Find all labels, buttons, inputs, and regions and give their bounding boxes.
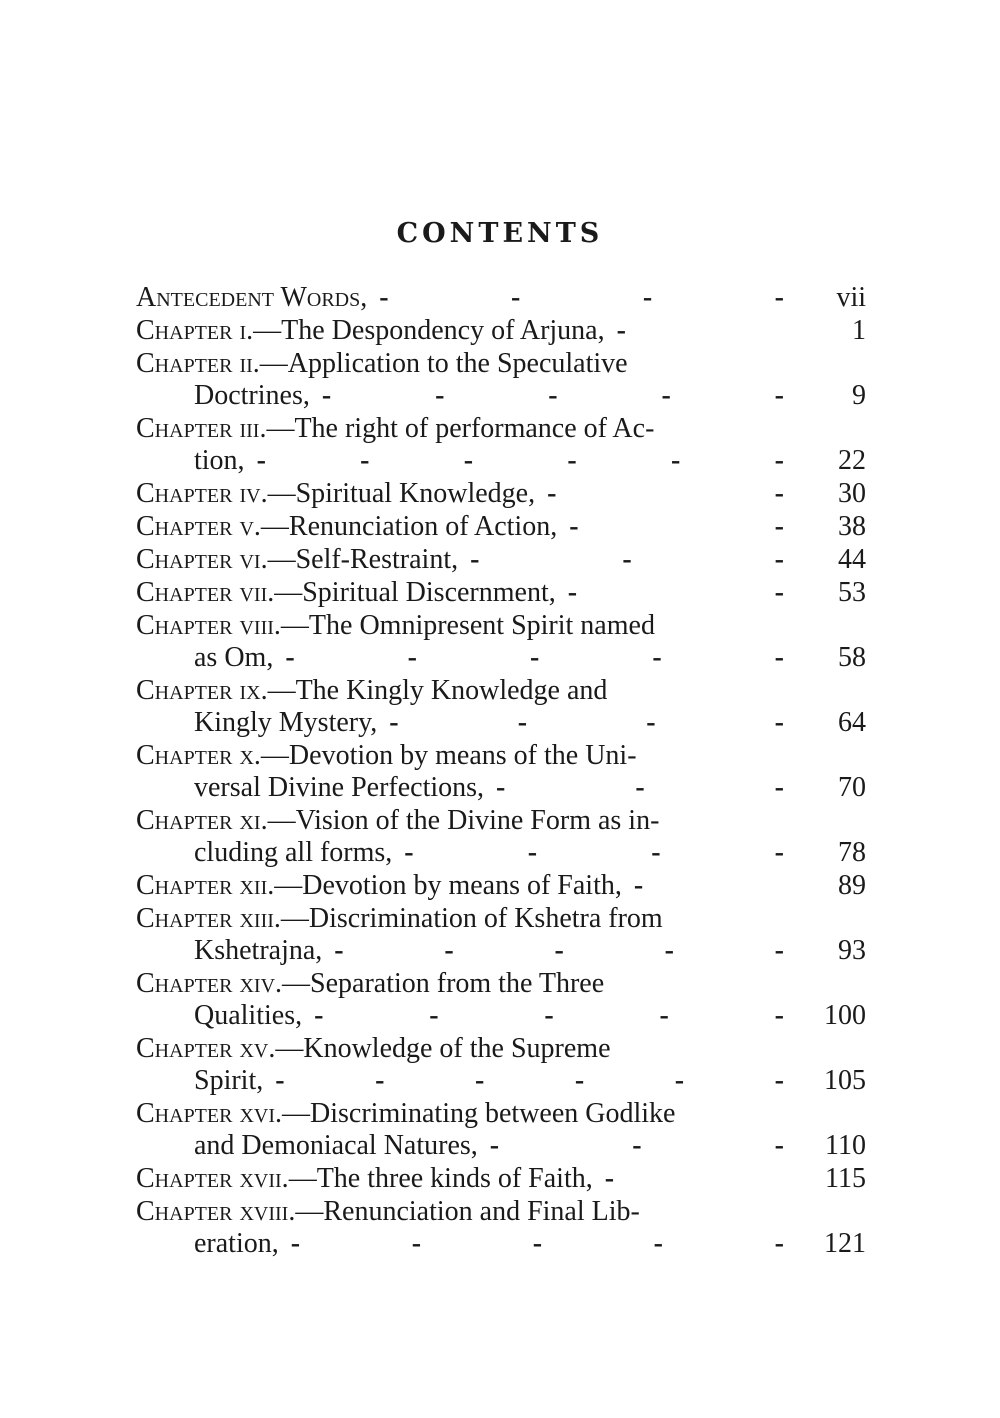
- chapter-label: Chapter: [136, 675, 233, 706]
- chapter-number: xiii.: [239, 903, 281, 934]
- toc-entry: [136, 805, 866, 869]
- chapter-title-continuation: cluding all forms,: [194, 837, 393, 868]
- toc-entry: [136, 1196, 866, 1260]
- dot-leader: [377, 707, 794, 739]
- toc-entry: [136, 413, 866, 477]
- leader-dash: -: [511, 282, 521, 313]
- entry-text: [136, 478, 535, 510]
- leader-dash: -: [774, 282, 784, 313]
- dot-leader: [367, 282, 794, 314]
- chapter-label: Chapter: [136, 740, 233, 771]
- chapter-number: xvii.: [239, 1163, 289, 1194]
- chapter-label: Chapter: [136, 577, 233, 608]
- toc-entry: [136, 478, 866, 510]
- chapter-title: —Renunciation and Final Lib-: [295, 1196, 640, 1227]
- page-number: 89: [838, 870, 866, 901]
- entry-continuation-line: [136, 445, 866, 477]
- chapter-title: —Spiritual Knowledge,: [267, 478, 536, 509]
- chapter-label: Chapter: [136, 870, 233, 901]
- leader-dash: -: [517, 707, 528, 738]
- chapter-number: xviii.: [239, 1196, 296, 1227]
- chapter-title-continuation: eration,: [194, 1228, 279, 1259]
- leader-dash: -: [664, 935, 674, 966]
- entry-line: [136, 348, 791, 380]
- leader-dash: -: [554, 935, 564, 966]
- chapter-number: x.: [239, 740, 261, 771]
- entry-continuation-line: [136, 707, 866, 739]
- leader-dash: -: [548, 380, 558, 411]
- leader-dash: -: [389, 707, 399, 738]
- entry-continuation-line: [136, 1228, 866, 1260]
- entry-continuation-line: [136, 380, 866, 412]
- chapter-title: —The right of performance of Ac-: [266, 413, 655, 444]
- leader-dash: -: [622, 544, 632, 575]
- dot-leader: [593, 1163, 794, 1195]
- chapter-label: Chapter: [136, 544, 233, 575]
- chapter-title: —Spiritual Discernment,: [274, 577, 556, 608]
- leader-dash: -: [774, 380, 784, 411]
- page-number: 105: [824, 1065, 866, 1096]
- leader-dash: -: [256, 445, 266, 476]
- leader-dash: -: [547, 478, 557, 509]
- chapter-number: viii.: [239, 610, 281, 641]
- chapter-label: Antecedent Words,: [136, 282, 368, 313]
- leader-dash: -: [444, 935, 454, 966]
- leader-dash: -: [774, 642, 784, 673]
- chapter-title: —The Kingly Knowledge and: [267, 675, 608, 706]
- page-number: 53: [838, 577, 866, 608]
- leader-dash: -: [774, 577, 784, 608]
- entry-continuation-line: [136, 642, 866, 674]
- chapter-title-continuation: Doctrines,: [194, 380, 310, 411]
- leader-dash: -: [774, 1228, 784, 1259]
- dot-leader: [302, 1000, 794, 1032]
- leader-dash: -: [774, 772, 784, 803]
- leader-dash: -: [285, 642, 295, 673]
- chapter-number: xiv.: [239, 968, 283, 999]
- leader-dash: -: [774, 478, 784, 509]
- dot-leader: [557, 511, 794, 543]
- chapter-label: Chapter: [136, 1163, 233, 1194]
- chapter-title: —Devotion by means of the Uni-: [260, 740, 637, 771]
- dot-leader: [605, 315, 794, 347]
- entry-text: [136, 577, 556, 609]
- page-number: 58: [838, 642, 866, 673]
- leader-dash: -: [544, 1000, 554, 1031]
- entry-line: [136, 610, 791, 642]
- entry-text: [136, 315, 605, 347]
- chapter-label: Chapter: [136, 1033, 233, 1064]
- chapter-number: ii.: [239, 348, 260, 379]
- toc-entry: [136, 511, 866, 543]
- leader-dash: -: [774, 935, 784, 966]
- entry-line: [136, 1098, 791, 1130]
- leader-dash: -: [567, 577, 578, 608]
- dot-leader: [478, 1130, 794, 1162]
- entry-line: [136, 413, 791, 445]
- entry-line: [136, 805, 791, 837]
- leader-dash: -: [604, 1163, 615, 1194]
- leader-dash: -: [527, 837, 538, 868]
- chapter-title: —Application to the Speculative: [259, 348, 628, 379]
- leader-dash: -: [532, 1228, 543, 1259]
- entry-text: [136, 870, 622, 902]
- entry-line: [136, 675, 791, 707]
- leader-dash: -: [632, 1130, 642, 1161]
- page-number: 1: [852, 315, 866, 346]
- leader-dash: -: [774, 837, 784, 868]
- chapter-title: —The Omnipresent Spirit named: [280, 610, 655, 641]
- chapter-number: xii.: [239, 870, 275, 901]
- leader-dash: -: [774, 1000, 784, 1031]
- chapter-number: iv.: [239, 478, 268, 509]
- dot-leader: [458, 544, 794, 576]
- chapter-label: Chapter: [136, 348, 233, 379]
- leader-dash: -: [429, 1000, 439, 1031]
- dot-leader: [556, 577, 794, 609]
- leader-dash: -: [314, 1000, 324, 1031]
- chapter-title: —Knowledge of the Supreme: [275, 1033, 611, 1064]
- leader-dash: -: [635, 772, 645, 803]
- chapter-title: —Discrimination of Kshetra from: [280, 903, 663, 934]
- toc-entry: [136, 740, 866, 804]
- page-number: 93: [838, 935, 866, 966]
- leader-dash: -: [360, 445, 370, 476]
- leader-dash: -: [529, 642, 540, 673]
- toc-entry: [136, 282, 866, 314]
- page-number: 9: [852, 380, 866, 411]
- leader-dash: -: [774, 1130, 784, 1161]
- dot-leader: [392, 837, 794, 869]
- entry-line: [136, 740, 791, 772]
- chapter-title-continuation: versal Divine Perfections,: [194, 772, 485, 803]
- chapter-title: —Renunciation of Action,: [260, 511, 558, 542]
- toc-entry: [136, 968, 866, 1032]
- chapter-label: Chapter: [136, 968, 233, 999]
- chapter-number: xvi.: [239, 1098, 283, 1129]
- leader-dash: -: [379, 282, 389, 313]
- entry-text: [136, 544, 458, 576]
- leader-dash: -: [674, 1065, 685, 1096]
- leader-dash: -: [574, 1065, 585, 1096]
- toc-entry: [136, 1098, 866, 1162]
- leader-dash: -: [569, 511, 579, 542]
- chapter-number: v.: [239, 511, 261, 542]
- leader-dash: -: [633, 870, 644, 901]
- toc-entry: [136, 870, 866, 902]
- entry-text: [136, 1163, 593, 1195]
- entry-continuation-line: [136, 1130, 866, 1162]
- leader-dash: -: [774, 544, 784, 575]
- leader-dash: -: [671, 445, 681, 476]
- chapter-label: Chapter: [136, 315, 233, 346]
- page-number: 110: [825, 1130, 866, 1161]
- leader-dash: -: [334, 935, 344, 966]
- chapter-label: Chapter: [136, 610, 233, 641]
- entry-line: [136, 1033, 791, 1065]
- chapter-title-continuation: tion,: [194, 445, 245, 476]
- page-number: 70: [838, 772, 866, 803]
- chapter-number: i.: [239, 315, 254, 346]
- leader-dash: -: [404, 837, 414, 868]
- page-number: vii: [836, 282, 866, 313]
- leader-dash: -: [774, 511, 784, 542]
- leader-dash: -: [275, 1065, 285, 1096]
- chapter-title: —The three kinds of Faith,: [288, 1163, 593, 1194]
- page-number: 78: [838, 837, 866, 868]
- chapter-title-continuation: Spirit,: [194, 1065, 264, 1096]
- leader-dash: -: [774, 1065, 784, 1096]
- leader-dash: -: [435, 380, 445, 411]
- dot-leader: [484, 772, 794, 804]
- entry-continuation-line: [136, 837, 866, 869]
- page-title: CONTENTS: [396, 218, 604, 249]
- chapter-number: xi.: [239, 805, 268, 836]
- toc-entry: [136, 1033, 866, 1097]
- entry-line: [136, 903, 791, 935]
- dot-leader: [245, 445, 794, 477]
- chapter-label: Chapter: [136, 1098, 233, 1129]
- chapter-label: Chapter: [136, 903, 233, 934]
- chapter-title: —Discriminating between Godlike: [282, 1098, 676, 1129]
- leader-dash: -: [489, 1130, 500, 1161]
- chapter-title: —The Despondency of Arjuna,: [253, 315, 605, 346]
- chapter-title-continuation: and Demoniacal Natures,: [194, 1130, 478, 1161]
- leader-dash: -: [496, 772, 506, 803]
- chapter-title-continuation: Kshetrajna,: [194, 935, 323, 966]
- entry-text: [136, 511, 557, 543]
- toc-entry: [136, 315, 866, 347]
- leader-dash: -: [375, 1065, 385, 1096]
- toc-entry: [136, 1163, 866, 1195]
- leader-dash: -: [407, 642, 417, 673]
- chapter-title: —Self-Restraint,: [267, 544, 459, 575]
- chapter-title-continuation: Qualities,: [194, 1000, 303, 1031]
- chapter-label: Chapter: [136, 805, 233, 836]
- leader-dash: -: [774, 445, 784, 476]
- chapter-number: vii.: [239, 577, 275, 608]
- chapter-label: Chapter: [136, 511, 233, 542]
- leader-dash: -: [290, 1228, 301, 1259]
- entry-text: [136, 282, 367, 314]
- leader-dash: -: [652, 642, 662, 673]
- chapter-number: xv.: [239, 1033, 276, 1064]
- page-number: 100: [824, 1000, 866, 1031]
- leader-dash: -: [653, 1228, 663, 1259]
- toc-entry: [136, 577, 866, 609]
- page-number: 30: [838, 478, 866, 509]
- entry-continuation-line: [136, 1065, 866, 1097]
- entry-line: [136, 968, 791, 1000]
- leader-dash: -: [474, 1065, 485, 1096]
- leader-dash: -: [774, 707, 784, 738]
- chapter-title: —Separation from the Three: [282, 968, 605, 999]
- dot-leader: [622, 870, 794, 902]
- leader-dash: -: [463, 445, 474, 476]
- leader-dash: -: [321, 380, 332, 411]
- dot-leader: [535, 478, 794, 510]
- dot-leader: [263, 1065, 794, 1097]
- leader-dash: -: [642, 282, 653, 313]
- entry-continuation-line: [136, 935, 866, 967]
- page-number: 22: [838, 445, 866, 476]
- chapter-title-continuation: as Om,: [194, 642, 274, 673]
- toc-entry: [136, 544, 866, 576]
- page-number: 64: [838, 707, 866, 738]
- dot-leader: [279, 1228, 794, 1260]
- leader-dash: -: [567, 445, 577, 476]
- page-number: 44: [838, 544, 866, 575]
- entry-continuation-line: [136, 772, 866, 804]
- toc-entry: [136, 348, 866, 412]
- chapter-number: ix.: [239, 675, 268, 706]
- page-number: 38: [838, 511, 866, 542]
- page-number: 115: [825, 1163, 866, 1194]
- toc-entry: [136, 610, 866, 674]
- leader-dash: -: [659, 1000, 669, 1031]
- entry-continuation-line: [136, 1000, 866, 1032]
- leader-dash: -: [411, 1228, 422, 1259]
- dot-leader: [322, 935, 794, 967]
- leader-dash: -: [616, 315, 626, 346]
- chapter-number: iii.: [239, 413, 267, 444]
- dot-leader: [273, 642, 794, 674]
- chapter-title-continuation: Kingly Mystery,: [194, 707, 378, 738]
- leader-dash: -: [651, 837, 661, 868]
- chapter-title: —Vision of the Divine Form as in-: [267, 805, 660, 836]
- toc-entry: [136, 675, 866, 739]
- leader-dash: -: [646, 707, 656, 738]
- toc-entry: [136, 903, 866, 967]
- leader-dash: -: [661, 380, 671, 411]
- table-of-contents: [136, 282, 866, 1261]
- leader-dash: -: [470, 544, 480, 575]
- chapter-title: —Devotion by means of Faith,: [274, 870, 622, 901]
- chapter-label: Chapter: [136, 478, 233, 509]
- page-number: 121: [824, 1228, 866, 1259]
- dot-leader: [310, 380, 794, 412]
- chapter-label: Chapter: [136, 1196, 233, 1227]
- chapter-label: Chapter: [136, 413, 233, 444]
- entry-line: [136, 1196, 791, 1228]
- chapter-number: vi.: [239, 544, 268, 575]
